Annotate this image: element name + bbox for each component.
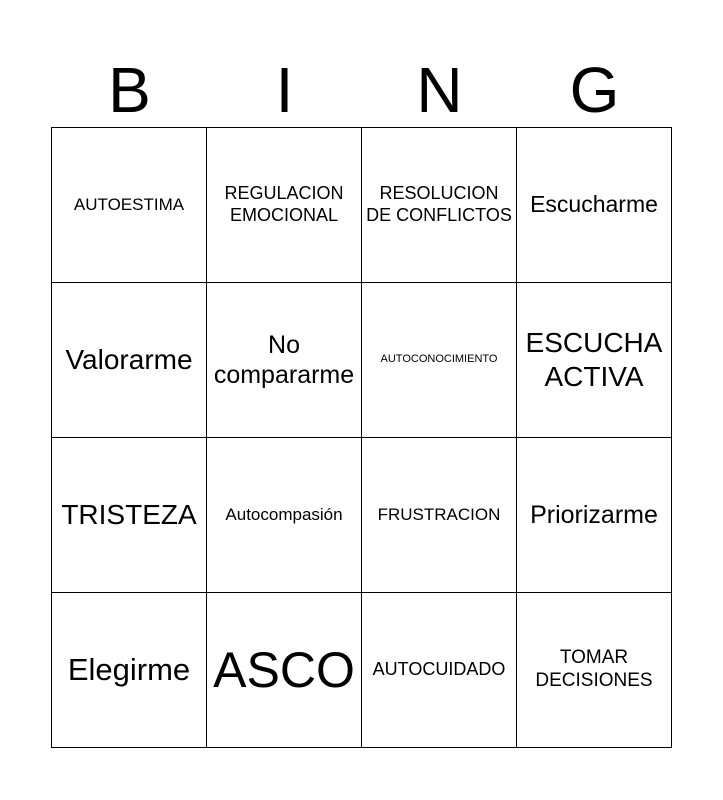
bingo-cell: No compararme	[207, 283, 362, 438]
bingo-cell: REGULACION EMOCIONAL	[207, 128, 362, 283]
bingo-cell: TOMAR DECISIONES	[517, 593, 672, 748]
bingo-header	[52, 52, 672, 128]
bingo-cell: Priorizarme	[517, 438, 672, 593]
bingo-cell: Valorarme	[52, 283, 207, 438]
bingo-cell: RESOLUCION DE CONFLICTOS	[362, 128, 517, 283]
bingo-cell: FRUSTRACION	[362, 438, 517, 593]
bingo-cell: ASCO	[207, 593, 362, 748]
bingo-cell: ESCUCHA ACTIVA	[517, 283, 672, 438]
header-letter-g: G	[569, 54, 620, 126]
bingo-cell: Autocompasión	[207, 438, 362, 593]
bingo-cell: AUTOCUIDADO	[362, 593, 517, 748]
bingo-grid	[51, 127, 672, 748]
bingo-cell: Elegirme	[52, 593, 207, 748]
bingo-cell: AUTOCONOCIMIENTO	[362, 283, 517, 438]
bingo-cell: TRISTEZA	[52, 438, 207, 593]
header-letter-b: B	[108, 54, 151, 126]
bingo-cell: Escucharme	[517, 128, 672, 283]
header-letter-n: N	[416, 54, 463, 126]
bingo-cell: AUTOESTIMA	[52, 128, 207, 283]
header-letter-i: I	[275, 54, 294, 126]
